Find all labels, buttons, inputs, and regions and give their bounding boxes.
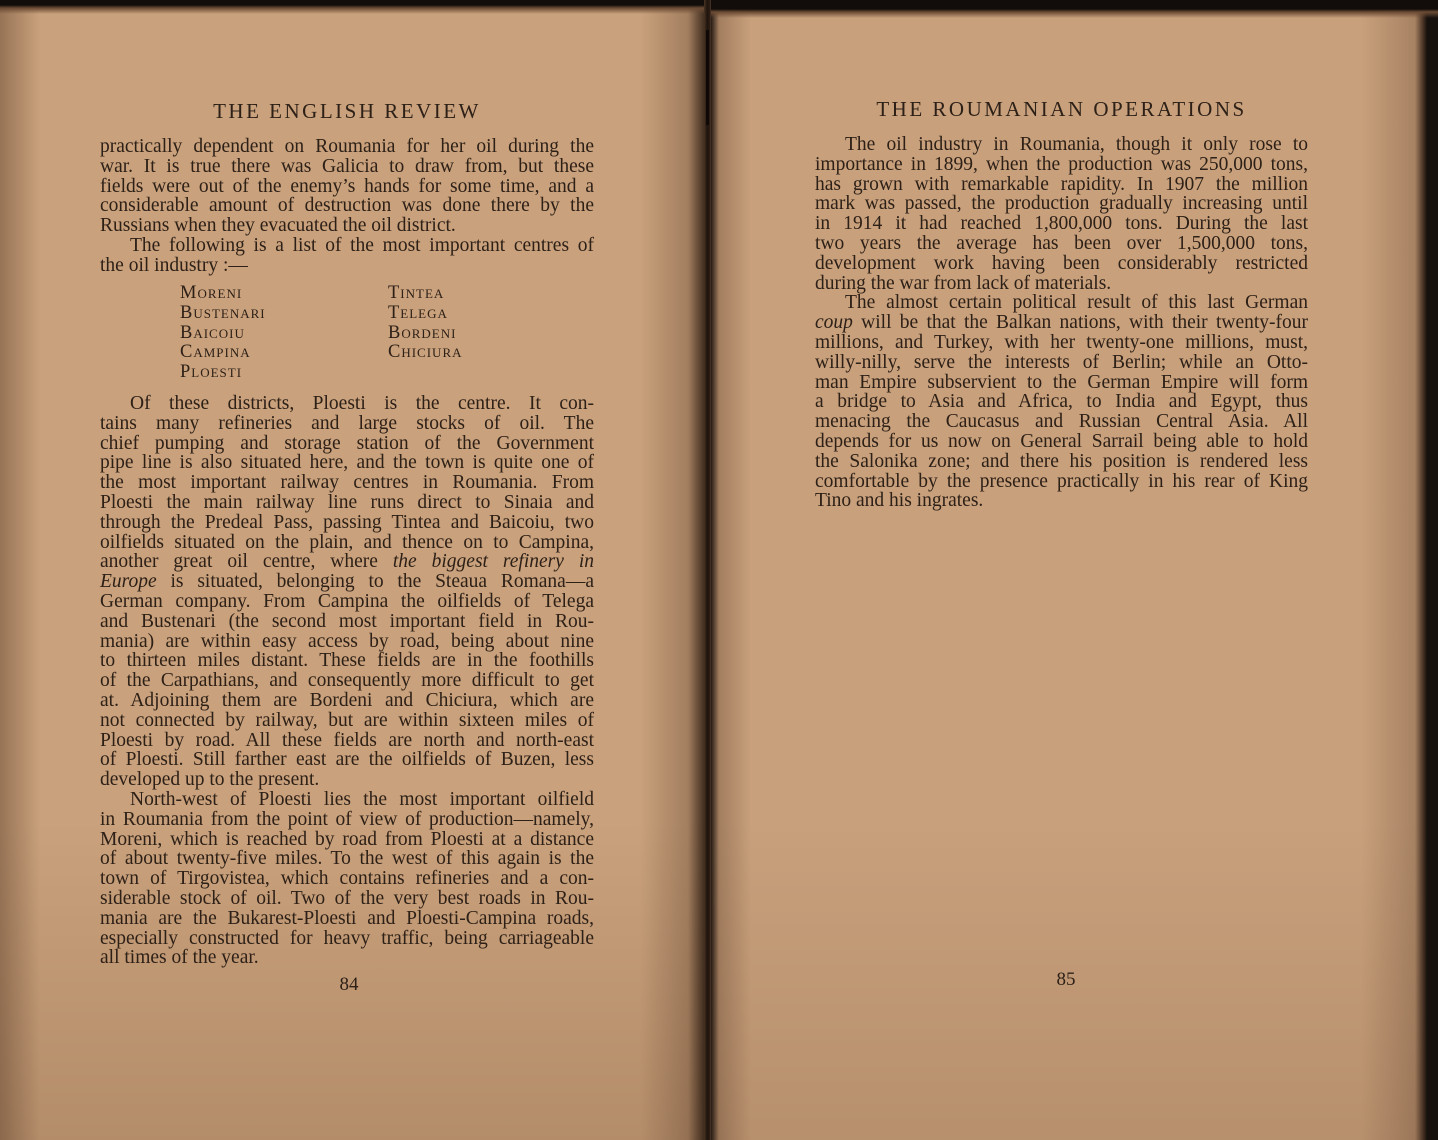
text-line: siderable stock of oil. Two of the very best roads in Rou-: [100, 887, 594, 909]
text-line: all times of the year.: [100, 947, 259, 969]
text-line: the most important railway centres in Roumania. From: [100, 472, 594, 494]
text-line: depends for us now on General Sarrail being able to hold: [815, 430, 1308, 452]
text-line: fields were out of the enemy’s hands for some time, and a: [100, 175, 594, 197]
paragraph: [100, 236, 594, 276]
left-page: [0, 0, 706, 1140]
text-block-top: [100, 137, 594, 276]
text-line: millions, and Turkey, with her twenty-one millions, must,: [815, 331, 1308, 353]
text-line: Of these districts, Ploesti is the centre. It con-: [130, 393, 594, 414]
text-line: mania) are within easy access by road, being about nine: [100, 630, 594, 652]
paragraph: [100, 137, 594, 236]
text-line: mania are the Bukarest-Ploesti and Ploesti-Campina roads,: [100, 907, 594, 929]
text-line: The oil industry in Roumania, though it only rose to: [845, 134, 1308, 155]
text-line: The almost certain political result of this last German: [845, 292, 1308, 314]
text-line: Ploesti the main railway line runs direct to Sinaia and: [100, 491, 594, 513]
text-line: menacing the Caucasus and Russian Central Asia. All: [815, 411, 1308, 433]
oil-centre-name: Telega: [388, 302, 448, 323]
text-line: comfortable by the presence practically in his rear of King: [815, 470, 1308, 492]
text-line: Moreni, which is reached by road from Ploesti at a distance: [100, 828, 594, 850]
gutter-mark: [706, 30, 709, 125]
oil-centre-name: Chiciura: [388, 342, 463, 363]
text-line: German company. From Campina the oilfields of Telega: [100, 590, 594, 612]
oil-centre-name: Bustenari: [180, 302, 266, 323]
text-block-main: [815, 135, 1308, 511]
text-line: chief pumping and storage station of the Government: [100, 432, 594, 454]
text-line: practically dependent on Roumania for her oil during the: [100, 136, 594, 157]
text-line: of about twenty-five miles. To the west of this again is the: [100, 848, 594, 870]
oil-centre-name: Baicoiu: [180, 322, 245, 343]
text-line: The following is a list of the most important centres of: [130, 234, 594, 256]
text-line: and Bustenari (the second most important field in Rou-: [100, 610, 594, 632]
text-line: has grown with remarkable rapidity. In 1907 the million: [815, 173, 1308, 195]
text-line: of the Carpathians, and consequently more difficult to get: [100, 670, 594, 692]
oil-centre-name: Moreni: [180, 283, 243, 303]
text-line: Ploesti by road. All these fields are north and north-east: [100, 729, 594, 751]
paragraph: [100, 394, 594, 790]
text-line: mark was passed, the production gradually increasing until: [815, 193, 1308, 215]
text-line: of Ploesti. Still farther east are the oilfields of Buzen, less: [100, 749, 594, 771]
text-line: through the Predeal Pass, passing Tintea and Baicoiu, two: [100, 511, 594, 533]
text-line: the Salonika zone; and there his position is rendered less: [815, 450, 1308, 472]
right-page: [711, 0, 1438, 1140]
running-head: THE ENGLISH REVIEW: [213, 99, 481, 123]
text-line: pipe line is also situated here, and the town is quite one of: [100, 452, 594, 474]
text-line: two years the average has been over 1,500,000 tons,: [815, 232, 1308, 254]
text-line: Tino and his ingrates.: [815, 490, 984, 512]
italic-phrase: Europe: [100, 571, 157, 593]
text-line: tains many refineries and large stocks of oil. The: [100, 412, 594, 434]
text-line: a bridge to Asia and Africa, to India and Egypt, thus: [815, 391, 1308, 413]
text-line: especially constructed for heavy traffic, being carriageable: [100, 927, 594, 949]
text-line: [100, 552, 594, 572]
text-run: will be that the Balkan nations, with their twenty-four: [852, 312, 1308, 334]
text-line: developed up to the present.: [100, 769, 320, 791]
text-line: during the war from lack of materials.: [815, 272, 1112, 294]
text-line: the oil industry :—: [100, 254, 248, 276]
italic-phrase: coup: [815, 312, 853, 334]
text-line: in 1914 it had reached 1,800,000 tons. During the last: [815, 213, 1308, 235]
text-line: to thirteen miles distant. These fields are in the foothills: [100, 650, 594, 672]
text-line: not connected by railway, but are within sixteen miles of: [100, 709, 594, 731]
paragraph: [100, 790, 594, 968]
list-column-1: [180, 284, 266, 383]
text-line: at. Adjoining them are Bordeni and Chiciura, which are: [100, 689, 594, 711]
text-line: in Roumania from the point of view of production—namely,: [100, 808, 594, 830]
paragraph: [815, 293, 1308, 511]
text-line: willy-nilly, serve the interests of Berlin; while an Otto-: [815, 351, 1308, 373]
text-line: man Empire subservient to the German Empire will form: [815, 371, 1308, 393]
oil-centre-name: Ploesti: [180, 362, 243, 383]
oil-centre-name: Bordeni: [388, 322, 457, 343]
text-line: North-west of Ploesti lies the most important oilfield: [130, 788, 594, 810]
text-block-main: [100, 394, 594, 968]
text-line: [100, 572, 594, 592]
text-line: considerable amount of destruction was done there by the: [100, 195, 594, 217]
text-line: town of Tirgovistea, which contains refineries and a con-: [100, 868, 594, 890]
paragraph: [815, 135, 1308, 293]
page-number: 84: [339, 974, 359, 995]
text-line: development work having been considerably restricted: [815, 252, 1308, 274]
running-head: THE ROUMANIAN OPERATIONS: [876, 97, 1247, 121]
text-line: Russians when they evacuated the oil district.: [100, 215, 456, 237]
oil-centre-name: Tintea: [388, 283, 445, 303]
page-number: 85: [1056, 969, 1076, 990]
oil-centre-name: Campina: [180, 342, 251, 363]
italic-phrase: the biggest refinery in: [392, 551, 594, 573]
text-line: oilfields situated on the plain, and thence on to Campina,: [100, 531, 594, 553]
text-run: another great oil centre, where: [100, 551, 393, 573]
list-column-2: [388, 284, 463, 363]
text-line: [815, 313, 1308, 333]
text-line: war. It is true there was Galicia to draw from, but these: [100, 155, 594, 177]
text-line: importance in 1899, when the production was 250,000 tons,: [815, 153, 1308, 175]
text-run: is situated, belonging to the Steaua Romana—a: [156, 571, 594, 593]
